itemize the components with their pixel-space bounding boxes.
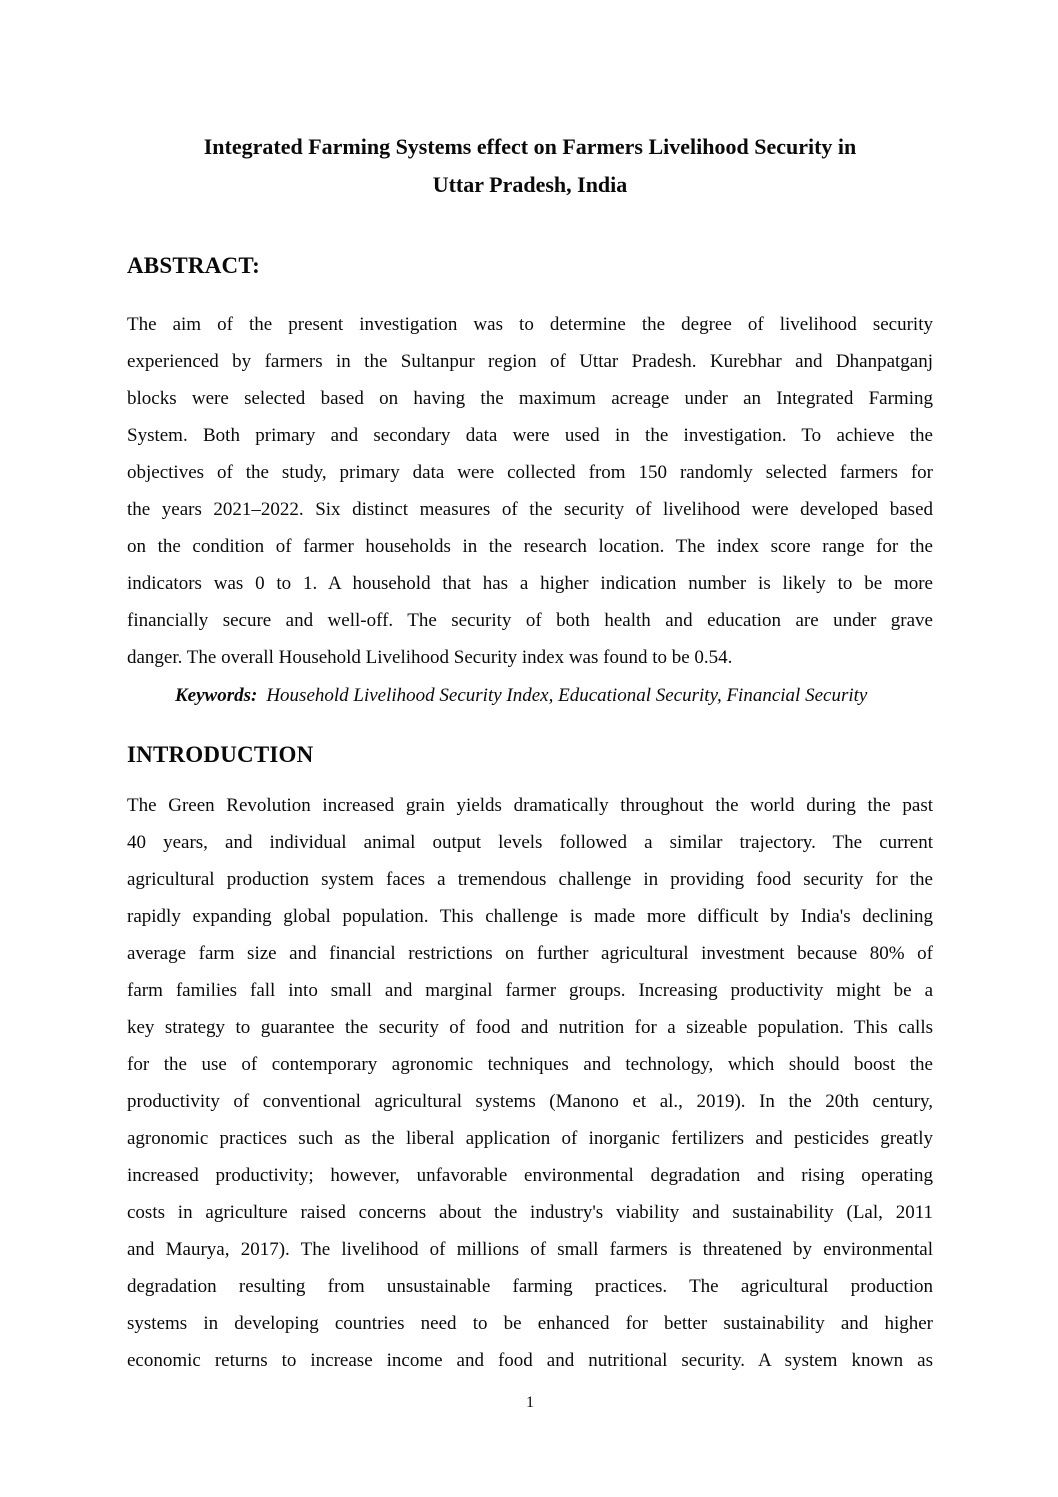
page-number: 1: [526, 1394, 534, 1411]
paper-title: [127, 128, 933, 204]
abstract-line: objectives of the study, primary data were collected from 150 randomly selected farmers for: [127, 462, 933, 483]
keywords-text: Household Livelihood Security Index, Educational Security, Financial Security: [266, 685, 868, 706]
introduction-line: productivity of conventional agricultural systems (Manono et al., 2019). In the 20th century,: [127, 1091, 933, 1112]
introduction-line: key strategy to guarantee the security of food and nutrition for a sizeable population. This calls: [127, 1017, 933, 1038]
abstract-line: on the condition of farmer households in the research location. The index score range for the: [127, 536, 933, 557]
abstract-heading: ABSTRACT:: [127, 253, 261, 278]
paper-title-line-2: Uttar Pradesh, India: [432, 172, 628, 197]
abstract-line: System. Both primary and secondary data were used in the investigation. To achieve the: [127, 425, 933, 446]
abstract-line: The aim of the present investigation was to determine the degree of livelihood security: [127, 314, 933, 335]
abstract-line: indicators was 0 to 1. A household that has a higher indication number is likely to be more: [127, 573, 933, 594]
document-content: [127, 0, 933, 1413]
abstract-paragraph: [127, 306, 933, 676]
introduction-line: average farm size and financial restrictions on further agricultural investment because 80% of: [127, 943, 933, 964]
introduction-line: 40 years, and individual animal output levels followed a similar trajectory. The current: [127, 832, 933, 853]
introduction-line: degradation resulting from unsustainable farming practices. The agricultural production: [127, 1276, 933, 1297]
introduction-paragraph: [127, 787, 933, 1379]
introduction-line: agronomic practices such as the liberal application of inorganic fertilizers and pesticides greatly: [127, 1128, 933, 1149]
keywords-label: Keywords:: [175, 685, 258, 706]
introduction-line: agricultural production system faces a tremendous challenge in providing food security for the: [127, 869, 933, 890]
abstract-line: financially secure and well-off. The security of both health and education are under grave: [127, 610, 933, 631]
keywords-line: [127, 677, 933, 714]
introduction-line: rapidly expanding global population. This challenge is made more difficult by India's declining: [127, 906, 933, 927]
introduction-heading: INTRODUCTION: [127, 742, 314, 767]
paper-title-line-1: Integrated Farming Systems effect on Farmers Livelihood Security in: [203, 134, 857, 159]
abstract-line: blocks were selected based on having the maximum acreage under an Integrated Farming: [127, 388, 933, 409]
introduction-line: systems in developing countries need to be enhanced for better sustainability and higher: [127, 1313, 933, 1334]
introduction-line: and Maurya, 2017). The livelihood of millions of small farmers is threatened by environmental: [127, 1239, 933, 1260]
introduction-line: farm families fall into small and marginal farmer groups. Increasing productivity might be a: [127, 980, 933, 1001]
abstract-line: the years 2021–2022. Six distinct measures of the security of livelihood were developed based: [127, 499, 933, 520]
introduction-line: The Green Revolution increased grain yields dramatically throughout the world during the past: [127, 795, 933, 816]
abstract-line: experienced by farmers in the Sultanpur region of Uttar Pradesh. Kurebhar and Dhanpatganj: [127, 351, 933, 372]
introduction-line: costs in agriculture raised concerns about the industry's viability and sustainability (Lal, 2011: [127, 1202, 933, 1223]
introduction-line: increased productivity; however, unfavorable environmental degradation and rising operating: [127, 1165, 933, 1186]
introduction-line: economic returns to increase income and food and nutritional security. A system known as: [127, 1350, 933, 1371]
introduction-line: for the use of contemporary agronomic techniques and technology, which should boost the: [127, 1054, 933, 1075]
abstract-line: danger. The overall Household Livelihood Security index was found to be 0.54.: [127, 647, 733, 668]
